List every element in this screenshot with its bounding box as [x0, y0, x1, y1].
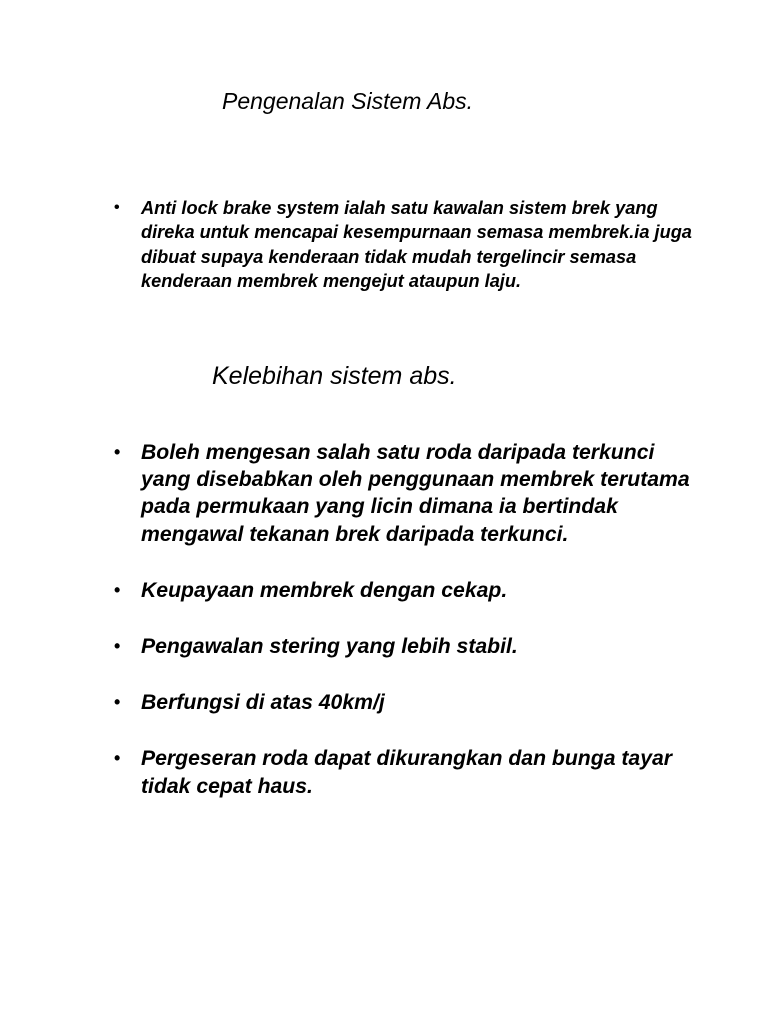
list-item: [114, 745, 701, 799]
list-item: [114, 577, 701, 604]
list-item-text: Pengawalan stering yang lebih stabil.: [141, 635, 518, 659]
list-item-text: Boleh mengesan salah satu roda daripada terkunci yang disebabkan oleh penggunaan membrek terutama pada permukaan yang licin dimana ia bertindak mengawal tekanan brek daripada terkunci.: [141, 441, 690, 546]
list-item: [114, 689, 701, 716]
list-item-text: Berfungsi di atas 40km/j: [141, 691, 385, 715]
list-item-text: Keupayaan membrek dengan cekap.: [141, 578, 508, 602]
list-item-text: Pergeseran roda dapat dikurangkan dan bunga tayar tidak cepat haus.: [141, 747, 673, 798]
section-title-introduction: Pengenalan Sistem Abs.: [222, 88, 474, 114]
introduction-list: [114, 196, 701, 294]
bullet-icon: •: [114, 579, 121, 600]
list-item: [114, 439, 701, 548]
list-item: [114, 633, 701, 660]
bullet-icon: •: [114, 692, 121, 713]
advantages-list: [114, 439, 701, 829]
bullet-icon: •: [114, 199, 120, 216]
bullet-icon: •: [114, 636, 121, 657]
bullet-icon: •: [114, 748, 121, 769]
list-item: [114, 196, 701, 294]
bullet-icon: •: [114, 442, 121, 462]
list-item-text: Anti lock brake system ialah satu kawalan sistem brek yang direka untuk mencapai kesempurnaan semasa membrek.ia juga dibuat supaya kenderaan tidak mudah tergelincir semasa kenderaan membrek mengejut ataupun laju.: [141, 198, 692, 292]
section-title-advantages: Kelebihan sistem abs.: [212, 362, 457, 390]
